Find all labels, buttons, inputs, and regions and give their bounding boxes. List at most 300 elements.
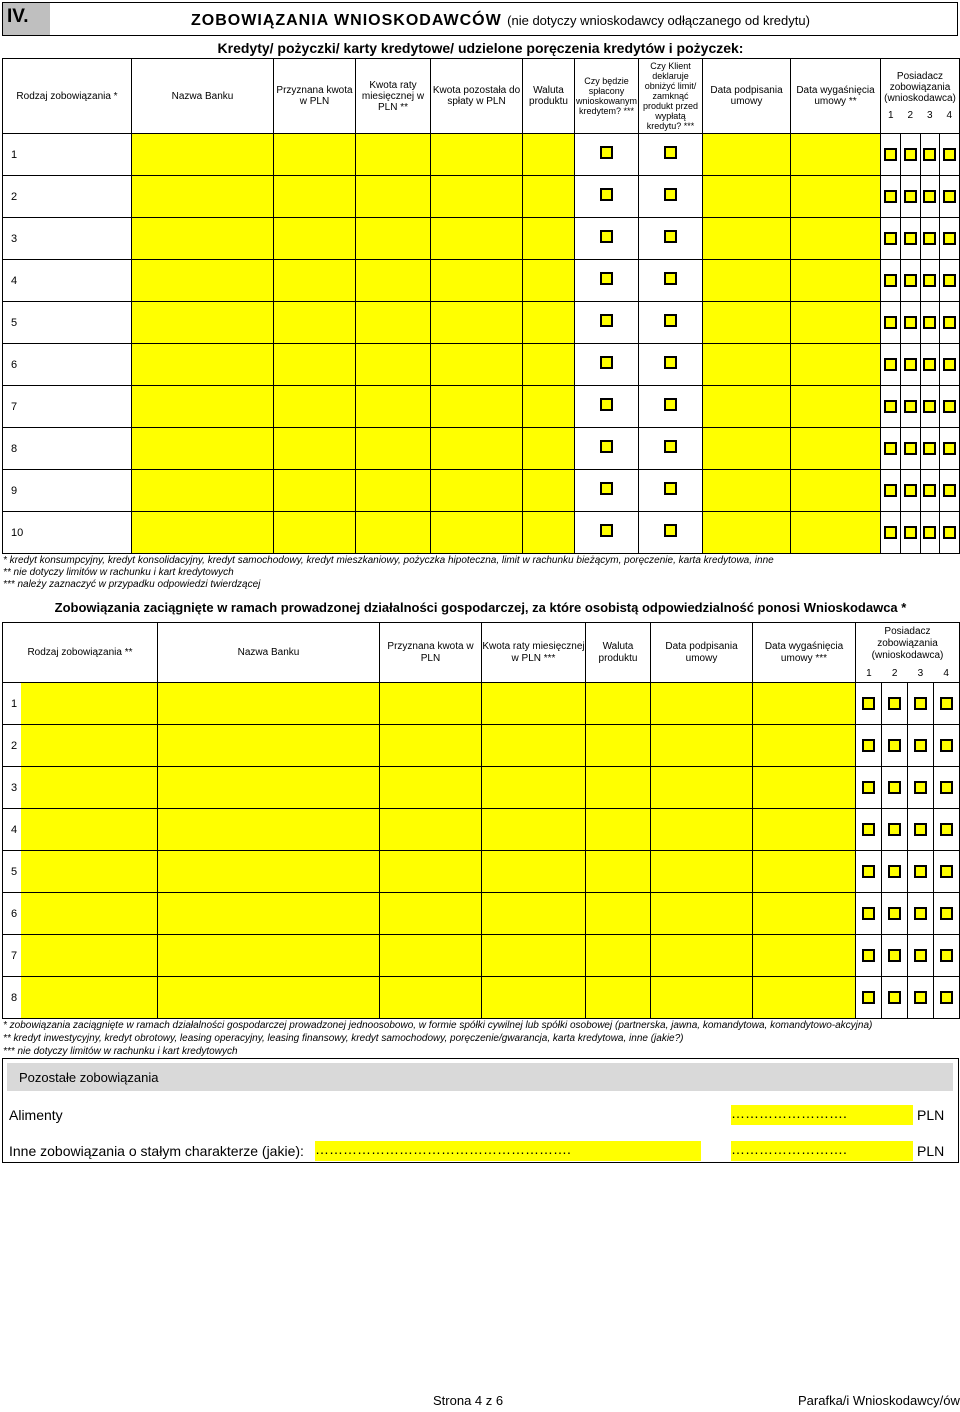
owner-checkbox[interactable] bbox=[940, 865, 953, 878]
expiry-date-input[interactable] bbox=[753, 725, 856, 767]
row-number: 6 bbox=[3, 344, 132, 386]
owner-checkbox[interactable] bbox=[914, 781, 927, 794]
owner-checkbox[interactable] bbox=[940, 697, 953, 710]
owner-checkbox[interactable] bbox=[923, 442, 936, 455]
bank-name-input[interactable] bbox=[158, 851, 380, 893]
sign-date-input[interactable] bbox=[651, 809, 753, 851]
owner-slot bbox=[920, 176, 940, 217]
owner-checkbox[interactable] bbox=[914, 823, 927, 836]
expiry-date-input[interactable] bbox=[791, 428, 881, 470]
granted-amount-input[interactable] bbox=[380, 851, 482, 893]
owner-slot bbox=[881, 302, 900, 343]
owner-slot bbox=[920, 470, 940, 511]
monthly-installment-input[interactable] bbox=[356, 176, 431, 218]
repaid-by-loan-checkbox[interactable] bbox=[600, 356, 613, 369]
owner-checkbox[interactable] bbox=[884, 316, 897, 329]
owner-checkbox[interactable] bbox=[923, 358, 936, 371]
expiry-date-input[interactable] bbox=[791, 218, 881, 260]
reduce-limit-checkbox[interactable] bbox=[664, 398, 677, 411]
owner-checkbox[interactable] bbox=[940, 781, 953, 794]
owner-checkboxes bbox=[881, 344, 959, 385]
granted-amount-input[interactable] bbox=[274, 176, 356, 218]
owner-slot bbox=[856, 683, 881, 724]
loans-table bbox=[2, 58, 960, 554]
expiry-date-input[interactable] bbox=[753, 977, 856, 1019]
row-number-label: 2 bbox=[11, 739, 18, 752]
owner-checkbox[interactable] bbox=[862, 949, 875, 962]
col-expiry-date: Data wygaśnięcia umowy ** bbox=[791, 59, 881, 134]
owner-slot bbox=[881, 683, 907, 724]
granted-amount-input[interactable] bbox=[274, 470, 356, 512]
sign-date-input[interactable] bbox=[703, 512, 791, 554]
repaid-by-loan-checkbox[interactable] bbox=[600, 272, 613, 285]
sign-date-input[interactable] bbox=[703, 344, 791, 386]
owner-checkbox[interactable] bbox=[940, 739, 953, 752]
granted-amount-input[interactable] bbox=[380, 809, 482, 851]
owner-checkbox[interactable] bbox=[904, 400, 917, 413]
owner-checkbox[interactable] bbox=[943, 232, 956, 245]
owner-checkbox[interactable] bbox=[904, 190, 917, 203]
owner-checkbox[interactable] bbox=[904, 526, 917, 539]
currency-input[interactable] bbox=[586, 683, 651, 725]
monthly-installment-input[interactable] bbox=[482, 893, 586, 935]
owner-checkbox[interactable] bbox=[862, 865, 875, 878]
monthly-installment-input[interactable] bbox=[482, 725, 586, 767]
owner-checkbox[interactable] bbox=[923, 316, 936, 329]
repaid-by-loan-checkbox[interactable] bbox=[600, 146, 613, 159]
owner-cell bbox=[881, 176, 960, 218]
remaining-amount-input[interactable] bbox=[431, 260, 523, 302]
owner-checkbox[interactable] bbox=[904, 232, 917, 245]
bank-name-input[interactable] bbox=[132, 302, 274, 344]
currency-input[interactable] bbox=[586, 935, 651, 977]
owner-checkbox[interactable] bbox=[943, 148, 956, 161]
repaid-by-loan-checkbox[interactable] bbox=[600, 398, 613, 411]
owner-slot bbox=[881, 176, 900, 217]
owner-number: 3 bbox=[917, 667, 924, 679]
expiry-date-input[interactable] bbox=[791, 176, 881, 218]
expiry-date-input[interactable] bbox=[791, 386, 881, 428]
repaid-by-loan-checkbox[interactable] bbox=[600, 230, 613, 243]
owner-checkbox[interactable] bbox=[862, 781, 875, 794]
obligation-type-input[interactable] bbox=[21, 935, 157, 976]
reduce-limit-cell bbox=[639, 512, 703, 554]
granted-amount-input[interactable] bbox=[380, 725, 482, 767]
col-owner-label: Posiadacz zobowiązania (wnioskodawca) bbox=[884, 71, 956, 104]
owner-checkbox[interactable] bbox=[888, 991, 901, 1004]
table-row bbox=[3, 260, 960, 302]
owner-checkbox[interactable] bbox=[914, 739, 927, 752]
owner-checkbox[interactable] bbox=[888, 865, 901, 878]
granted-amount-input[interactable] bbox=[274, 512, 356, 554]
owner-slot bbox=[920, 344, 940, 385]
currency-input[interactable] bbox=[523, 134, 575, 176]
granted-amount-input[interactable] bbox=[380, 893, 482, 935]
owner-checkbox[interactable] bbox=[884, 442, 897, 455]
owner-numbers bbox=[881, 110, 959, 121]
monthly-installment-input[interactable] bbox=[356, 512, 431, 554]
monthly-installment-input[interactable] bbox=[482, 935, 586, 977]
sign-date-input[interactable] bbox=[703, 386, 791, 428]
owner-cell bbox=[881, 470, 960, 512]
table-row bbox=[3, 134, 960, 176]
currency-input[interactable] bbox=[523, 344, 575, 386]
bank-name-input[interactable] bbox=[132, 218, 274, 260]
sign-date-input[interactable] bbox=[703, 260, 791, 302]
owner-checkbox[interactable] bbox=[923, 400, 936, 413]
monthly-installment-input[interactable] bbox=[356, 344, 431, 386]
owner-checkbox[interactable] bbox=[884, 484, 897, 497]
bank-name-input[interactable] bbox=[132, 176, 274, 218]
owner-checkbox[interactable] bbox=[914, 907, 927, 920]
owner-checkbox[interactable] bbox=[943, 316, 956, 329]
row-number-label: 3 bbox=[11, 781, 18, 794]
owner-slot bbox=[900, 176, 920, 217]
owner-checkbox[interactable] bbox=[914, 865, 927, 878]
currency-input[interactable] bbox=[523, 218, 575, 260]
monthly-installment-input[interactable] bbox=[482, 683, 586, 725]
bank-name-input[interactable] bbox=[132, 134, 274, 176]
reduce-limit-checkbox[interactable] bbox=[664, 230, 677, 243]
bank-name-input[interactable] bbox=[158, 683, 380, 725]
sign-date-input[interactable] bbox=[703, 428, 791, 470]
owner-checkbox[interactable] bbox=[904, 316, 917, 329]
sign-date-input[interactable] bbox=[651, 683, 753, 725]
owner-slot bbox=[907, 893, 933, 934]
owner-checkbox[interactable] bbox=[888, 907, 901, 920]
owner-slot bbox=[939, 428, 959, 469]
row-number: 10 bbox=[3, 512, 132, 554]
table-row bbox=[3, 683, 960, 725]
row-number bbox=[3, 977, 158, 1019]
owner-checkbox[interactable] bbox=[904, 358, 917, 371]
monthly-installment-input[interactable] bbox=[482, 851, 586, 893]
owner-checkbox[interactable] bbox=[888, 739, 901, 752]
reduce-limit-checkbox[interactable] bbox=[664, 524, 677, 537]
owner-checkbox[interactable] bbox=[943, 358, 956, 371]
owner-cell bbox=[881, 386, 960, 428]
bank-name-input[interactable] bbox=[158, 725, 380, 767]
sign-date-input[interactable] bbox=[651, 851, 753, 893]
owner-checkbox[interactable] bbox=[943, 442, 956, 455]
col-obligation-type: Rodzaj zobowiązania * bbox=[3, 59, 132, 134]
section-header bbox=[2, 2, 958, 36]
table-row bbox=[3, 218, 960, 260]
expiry-date-input[interactable] bbox=[791, 260, 881, 302]
owner-cell bbox=[856, 683, 960, 725]
sign-date-input[interactable] bbox=[651, 935, 753, 977]
remaining-amount-input[interactable] bbox=[431, 176, 523, 218]
sign-date-input[interactable] bbox=[703, 176, 791, 218]
owner-slot bbox=[856, 977, 881, 1018]
bank-name-input[interactable] bbox=[158, 977, 380, 1019]
expiry-date-input[interactable] bbox=[753, 767, 856, 809]
currency-input[interactable] bbox=[586, 851, 651, 893]
owner-checkboxes bbox=[881, 176, 959, 217]
col-currency: Waluta produktu bbox=[523, 59, 575, 134]
repaid-by-loan-cell bbox=[575, 344, 639, 386]
granted-amount-input[interactable] bbox=[274, 386, 356, 428]
sign-date-input[interactable] bbox=[703, 134, 791, 176]
owner-number: 1 bbox=[866, 667, 872, 679]
owner-checkbox[interactable] bbox=[923, 274, 936, 287]
sign-date-input[interactable] bbox=[651, 767, 753, 809]
bank-name-input[interactable] bbox=[132, 386, 274, 428]
owner-checkboxes bbox=[856, 851, 959, 892]
bank-name-input[interactable] bbox=[158, 893, 380, 935]
currency-input[interactable] bbox=[523, 302, 575, 344]
bank-name-input[interactable] bbox=[132, 260, 274, 302]
owner-checkboxes bbox=[881, 302, 959, 343]
owner-slot bbox=[881, 725, 907, 766]
currency-input[interactable] bbox=[586, 809, 651, 851]
repaid-by-loan-checkbox[interactable] bbox=[600, 524, 613, 537]
expiry-date-input[interactable] bbox=[791, 512, 881, 554]
owner-number: 4 bbox=[943, 667, 949, 679]
owner-cell bbox=[881, 512, 960, 554]
sign-date-input[interactable] bbox=[651, 977, 753, 1019]
owner-checkbox[interactable] bbox=[862, 823, 875, 836]
sign-date-input[interactable] bbox=[703, 218, 791, 260]
reduce-limit-cell bbox=[639, 428, 703, 470]
owner-checkbox[interactable] bbox=[914, 991, 927, 1004]
owner-cell bbox=[881, 218, 960, 260]
owner-checkbox[interactable] bbox=[904, 442, 917, 455]
table-row bbox=[3, 386, 960, 428]
bank-name-input[interactable] bbox=[158, 809, 380, 851]
currency-input[interactable] bbox=[523, 176, 575, 218]
currency-input[interactable] bbox=[586, 725, 651, 767]
remaining-amount-input[interactable] bbox=[431, 344, 523, 386]
owner-slot bbox=[881, 134, 900, 175]
footnote: *** nie dotyczy limitów w rachunku i kart kredytowych bbox=[3, 1046, 238, 1057]
granted-amount-input[interactable] bbox=[274, 218, 356, 260]
obligation-type-input[interactable] bbox=[21, 893, 157, 934]
reduce-limit-cell bbox=[639, 260, 703, 302]
owner-checkbox[interactable] bbox=[888, 781, 901, 794]
granted-amount-input[interactable] bbox=[380, 977, 482, 1019]
monthly-installment-input[interactable] bbox=[482, 977, 586, 1019]
owner-number: 3 bbox=[926, 110, 933, 121]
remaining-amount-input[interactable] bbox=[431, 386, 523, 428]
bank-name-input[interactable] bbox=[132, 428, 274, 470]
col-owner bbox=[856, 623, 960, 683]
sign-date-input[interactable] bbox=[651, 725, 753, 767]
monthly-installment-input[interactable] bbox=[356, 470, 431, 512]
sign-date-input[interactable] bbox=[703, 302, 791, 344]
section-title-note: (nie dotyczy wnioskodawcy odłączanego od kredytu) bbox=[507, 13, 810, 28]
granted-amount-input[interactable] bbox=[274, 428, 356, 470]
owner-checkbox[interactable] bbox=[923, 190, 936, 203]
bank-name-input[interactable] bbox=[132, 344, 274, 386]
currency-input[interactable] bbox=[523, 386, 575, 428]
owner-slot bbox=[900, 302, 920, 343]
granted-amount-input[interactable] bbox=[380, 767, 482, 809]
owner-slot bbox=[881, 851, 907, 892]
expiry-date-input[interactable] bbox=[791, 470, 881, 512]
owner-checkbox[interactable] bbox=[923, 148, 936, 161]
bank-name-input[interactable] bbox=[158, 935, 380, 977]
expiry-date-input[interactable] bbox=[753, 851, 856, 893]
applicant-initials: Parafka/i Wnioskodawcy/ów bbox=[798, 1393, 960, 1408]
repaid-by-loan-checkbox[interactable] bbox=[600, 482, 613, 495]
monthly-installment-input[interactable] bbox=[356, 386, 431, 428]
owner-checkbox[interactable] bbox=[862, 697, 875, 710]
expiry-date-input[interactable] bbox=[791, 344, 881, 386]
remaining-amount-input[interactable] bbox=[431, 428, 523, 470]
owner-slot bbox=[939, 218, 959, 259]
owner-checkbox[interactable] bbox=[884, 400, 897, 413]
monthly-installment-input[interactable] bbox=[482, 809, 586, 851]
reduce-limit-checkbox[interactable] bbox=[664, 314, 677, 327]
owner-checkbox[interactable] bbox=[940, 991, 953, 1004]
row-number: 7 bbox=[3, 386, 132, 428]
row-number-label: 8 bbox=[11, 991, 18, 1004]
reduce-limit-checkbox[interactable] bbox=[664, 440, 677, 453]
currency-input[interactable] bbox=[523, 428, 575, 470]
remaining-amount-input[interactable] bbox=[431, 512, 523, 554]
expiry-date-input[interactable] bbox=[791, 302, 881, 344]
granted-amount-input[interactable] bbox=[380, 935, 482, 977]
currency-input[interactable] bbox=[523, 260, 575, 302]
col-granted-amount: Przyznana kwota w PLN bbox=[380, 623, 482, 683]
alimony-row bbox=[7, 1103, 953, 1127]
monthly-installment-input[interactable] bbox=[356, 302, 431, 344]
owner-checkbox[interactable] bbox=[862, 991, 875, 1004]
owner-slot bbox=[907, 851, 933, 892]
remaining-amount-input[interactable] bbox=[431, 218, 523, 260]
expiry-date-input[interactable] bbox=[791, 134, 881, 176]
owner-checkbox[interactable] bbox=[884, 526, 897, 539]
granted-amount-input[interactable] bbox=[380, 683, 482, 725]
owner-checkbox[interactable] bbox=[888, 697, 901, 710]
owner-checkbox[interactable] bbox=[943, 400, 956, 413]
reduce-limit-checkbox[interactable] bbox=[664, 356, 677, 369]
reduce-limit-checkbox[interactable] bbox=[664, 146, 677, 159]
obligation-type-input[interactable] bbox=[21, 683, 157, 724]
currency-input[interactable] bbox=[586, 893, 651, 935]
table-row bbox=[3, 809, 960, 851]
owner-checkbox[interactable] bbox=[888, 823, 901, 836]
obligation-type-input[interactable] bbox=[21, 851, 157, 892]
monthly-installment-input[interactable] bbox=[356, 134, 431, 176]
bank-name-input[interactable] bbox=[132, 512, 274, 554]
expiry-date-input[interactable] bbox=[753, 809, 856, 851]
alimony-amount-input[interactable]: ……………………. bbox=[731, 1105, 913, 1125]
reduce-limit-checkbox[interactable] bbox=[664, 482, 677, 495]
sign-date-input[interactable] bbox=[651, 893, 753, 935]
currency-input[interactable] bbox=[586, 767, 651, 809]
bank-name-input[interactable] bbox=[132, 470, 274, 512]
remaining-amount-input[interactable] bbox=[431, 134, 523, 176]
obligation-type-input[interactable] bbox=[21, 767, 157, 808]
owner-slot bbox=[920, 134, 940, 175]
sign-date-input[interactable] bbox=[703, 470, 791, 512]
owner-slot bbox=[933, 767, 959, 808]
reduce-limit-cell bbox=[639, 134, 703, 176]
owner-checkbox[interactable] bbox=[923, 526, 936, 539]
owner-checkbox[interactable] bbox=[884, 232, 897, 245]
monthly-installment-input[interactable] bbox=[482, 767, 586, 809]
other-fixed-description-input[interactable]: ………………………………………………. bbox=[315, 1141, 701, 1161]
currency-input[interactable] bbox=[586, 977, 651, 1019]
repaid-by-loan-checkbox[interactable] bbox=[600, 314, 613, 327]
granted-amount-input[interactable] bbox=[274, 260, 356, 302]
other-fixed-amount-input[interactable]: ……………………. bbox=[731, 1141, 913, 1161]
col-bank-name: Nazwa Banku bbox=[132, 59, 274, 134]
owner-checkboxes bbox=[881, 428, 959, 469]
owner-checkbox[interactable] bbox=[862, 907, 875, 920]
repaid-by-loan-checkbox[interactable] bbox=[600, 188, 613, 201]
reduce-limit-cell bbox=[639, 386, 703, 428]
reduce-limit-checkbox[interactable] bbox=[664, 188, 677, 201]
granted-amount-input[interactable] bbox=[274, 344, 356, 386]
owner-checkbox[interactable] bbox=[940, 949, 953, 962]
monthly-installment-input[interactable] bbox=[356, 260, 431, 302]
owner-slot bbox=[939, 134, 959, 175]
reduce-limit-cell bbox=[639, 218, 703, 260]
reduce-limit-checkbox[interactable] bbox=[664, 272, 677, 285]
monthly-installment-input[interactable] bbox=[356, 428, 431, 470]
owner-slot bbox=[881, 260, 900, 301]
owner-number: 2 bbox=[907, 110, 914, 121]
owner-checkbox[interactable] bbox=[904, 148, 917, 161]
owner-checkbox[interactable] bbox=[943, 190, 956, 203]
owner-checkbox[interactable] bbox=[940, 823, 953, 836]
currency-input[interactable] bbox=[523, 512, 575, 554]
owner-checkbox[interactable] bbox=[862, 739, 875, 752]
obligation-type-input[interactable] bbox=[21, 809, 157, 850]
alimony-label: Alimenty bbox=[9, 1107, 63, 1123]
owner-checkbox[interactable] bbox=[884, 148, 897, 161]
owner-checkbox[interactable] bbox=[904, 484, 917, 497]
owner-checkbox[interactable] bbox=[943, 526, 956, 539]
row-number bbox=[3, 725, 158, 767]
owner-checkbox[interactable] bbox=[923, 484, 936, 497]
expiry-date-input[interactable] bbox=[753, 893, 856, 935]
owner-checkbox[interactable] bbox=[884, 358, 897, 371]
currency-input[interactable] bbox=[523, 470, 575, 512]
expiry-date-input[interactable] bbox=[753, 935, 856, 977]
remaining-amount-input[interactable] bbox=[431, 302, 523, 344]
owner-checkbox[interactable] bbox=[943, 274, 956, 287]
repaid-by-loan-cell bbox=[575, 386, 639, 428]
owner-checkbox[interactable] bbox=[940, 907, 953, 920]
expiry-date-input[interactable] bbox=[753, 683, 856, 725]
owner-checkbox[interactable] bbox=[884, 190, 897, 203]
obligation-type-input[interactable] bbox=[21, 977, 157, 1018]
owner-checkbox[interactable] bbox=[888, 949, 901, 962]
col-sign-date: Data podpisania umowy bbox=[703, 59, 791, 134]
table-row bbox=[3, 302, 960, 344]
granted-amount-input[interactable] bbox=[274, 134, 356, 176]
owner-checkbox[interactable] bbox=[914, 697, 927, 710]
owner-checkbox[interactable] bbox=[914, 949, 927, 962]
owner-cell bbox=[881, 302, 960, 344]
col-expiry-date: Data wygaśnięcia umowy *** bbox=[753, 623, 856, 683]
repaid-by-loan-checkbox[interactable] bbox=[600, 440, 613, 453]
monthly-installment-input[interactable] bbox=[356, 218, 431, 260]
obligation-type-input[interactable] bbox=[21, 725, 157, 766]
owner-checkbox[interactable] bbox=[904, 274, 917, 287]
owner-checkbox[interactable] bbox=[884, 274, 897, 287]
owner-checkbox[interactable] bbox=[943, 484, 956, 497]
bank-name-input[interactable] bbox=[158, 767, 380, 809]
owner-checkbox[interactable] bbox=[923, 232, 936, 245]
remaining-amount-input[interactable] bbox=[431, 470, 523, 512]
granted-amount-input[interactable] bbox=[274, 302, 356, 344]
table2-caption: Zobowiązania zaciągnięte w ramach prowadzonej działalności gospodarczej, za które osobistą odpowiedzialność ponosi Wnioskodawca * bbox=[54, 600, 907, 615]
